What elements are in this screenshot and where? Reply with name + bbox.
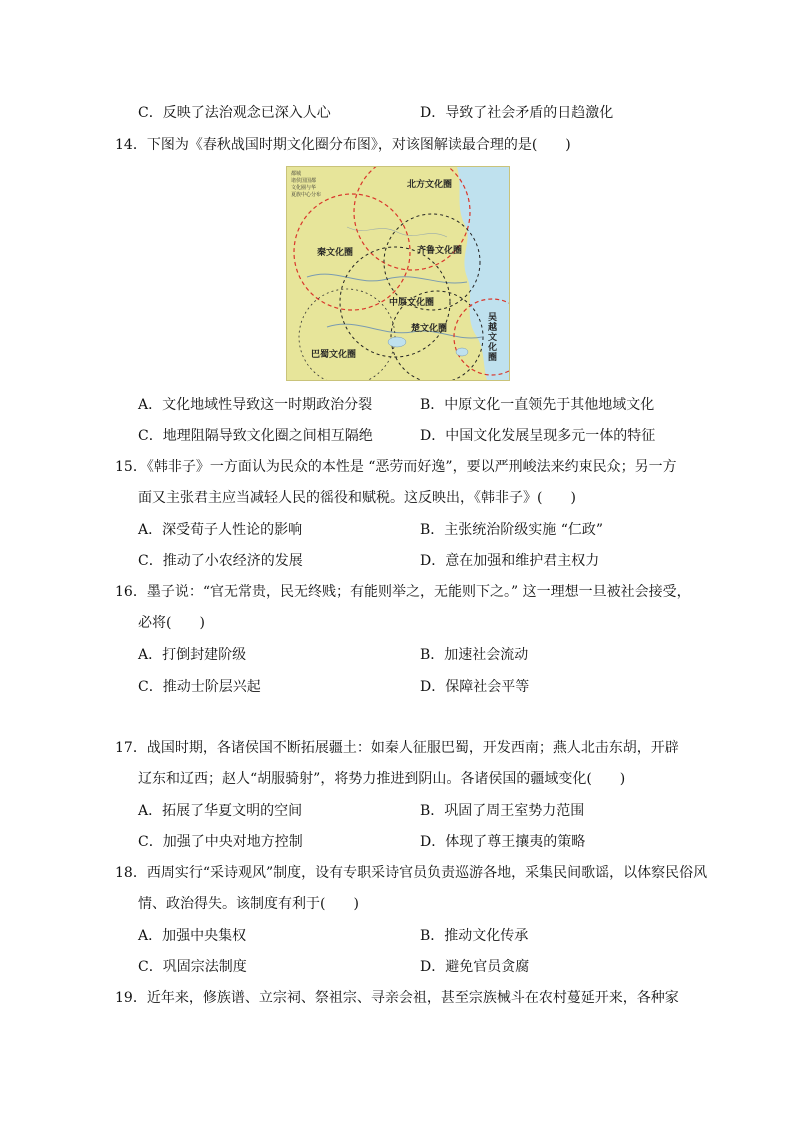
q14-option-a: A．文化地域性导致这一时期政治分裂 [138, 397, 373, 413]
q17-stem-line2: 辽东和辽西；赵人“胡服骑射”，将势力推进到阴山。各诸侯国的疆域变化( ) [138, 771, 626, 787]
q15-option-a: A．深受荀子人性论的影响 [138, 522, 303, 538]
q13-option-d: D．导致了社会矛盾的日趋激化 [420, 105, 614, 121]
legend-item: 都城 [291, 171, 302, 177]
q18-stem-line2: 情、政治得失。该制度有利于( ) [138, 896, 359, 912]
q17-option-a: A．拓展了华夏文明的空间 [138, 803, 303, 819]
q18-option-c: C．巩固宗法制度 [138, 959, 247, 975]
q16-option-c: C．推动士阶层兴起 [138, 679, 261, 695]
q18-stem-line1: 18．西周实行“采诗观风”制度，设有专职采诗官员负责巡游各地，采集民间歌谣，以体察民俗风 [115, 865, 708, 881]
label-north: 北方文化圈 [407, 180, 453, 190]
q14-stem: 14．下图为《春秋战国时期文化圈分布图》，对该图解读最合理的是( ) [115, 137, 571, 153]
q14-option-c: C．地理阻隔导致文化圈之间相互隔绝 [138, 428, 373, 444]
q18-option-d: D．避免官员贪腐 [420, 959, 530, 975]
label-bashu: 巴蜀文化圈 [311, 350, 357, 360]
q15-stem-line2: 面又主张君主应当减轻人民的徭役和赋税。这反映出，《韩非子》( ) [138, 490, 576, 506]
q14-option-b: B．中原文化一直领先于其他地域文化 [420, 397, 655, 413]
label-qin: 秦文化圈 [317, 248, 354, 258]
legend-item: 文化圈与华 [291, 185, 317, 191]
q17-option-b: B．巩固了周王室势力范围 [420, 803, 585, 819]
q16-option-a: A．打倒封建阶级 [138, 647, 247, 663]
legend-item: 诸侯国国都 [291, 178, 317, 184]
q16-stem-line2: 必将( ) [138, 615, 205, 631]
label-wuyue: 吴越文化圈 [486, 312, 496, 362]
label-qilu: 齐鲁文化圈 [417, 246, 463, 256]
q15-option-c: C．推动了小农经济的发展 [138, 553, 303, 569]
culture-circle-map [286, 166, 510, 381]
q18-option-a: A．加强中央集权 [138, 928, 247, 944]
map-legend [291, 171, 321, 199]
label-chu: 楚文化圈 [411, 324, 448, 334]
q17-option-d: D．体现了尊王攘夷的策略 [420, 834, 586, 850]
q15-stem-line1: 15．《韩非子》一方面认为民众的本性是 “恶劳而好逸”，要以严刑峻法来约束民众；另一方 [115, 459, 677, 475]
q16-stem-line1: 16．墨子说：“官无常贵，民无终贱；有能则举之，无能则下之。” 这一理想一旦被社会接受， [115, 584, 691, 600]
q17-option-c: C．加强了中央对地方控制 [138, 834, 303, 850]
q19-stem-line1: 19．近年来，修族谱、立宗祠、祭祖宗、寻亲会祖，甚至宗族械斗在农村蔓延开来，各种家 [115, 990, 679, 1006]
q16-option-d: D．保障社会平等 [420, 679, 530, 695]
q15-option-d: D．意在加强和维护君主权力 [420, 553, 600, 569]
q14-option-d: D．中国文化发展呈现多元一体的特征 [420, 428, 656, 444]
q15-option-b: B．主张统治阶级实施 “仁政” [420, 522, 604, 538]
q13-option-c: C．反映了法治观念已深入人心 [138, 105, 331, 121]
q16-option-b: B．加速社会流动 [420, 647, 529, 663]
q18-option-b: B．推动文化传承 [420, 928, 529, 944]
legend-item: 夏族中心分布 [291, 192, 322, 198]
q17-stem-line1: 17．战国时期，各诸侯国不断拓展疆土：如秦人征服巴蜀，开发西南；燕人北击东胡，开辟 [115, 740, 679, 756]
label-zhongyuan: 中原文化圈 [389, 298, 435, 308]
